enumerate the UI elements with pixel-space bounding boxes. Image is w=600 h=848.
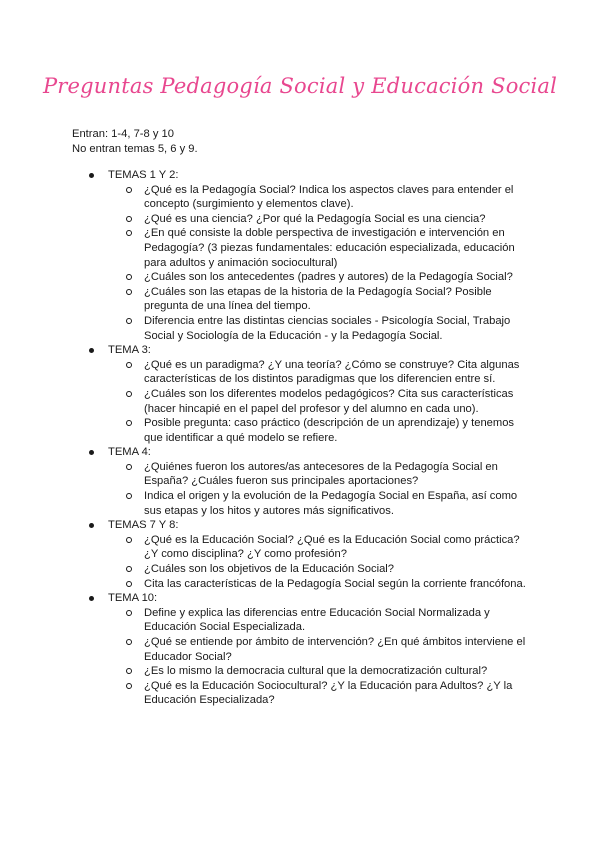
circle-bullet-icon <box>126 391 132 397</box>
circle-bullet-icon <box>126 187 132 193</box>
circle-bullet-icon <box>126 639 132 645</box>
question-item <box>144 314 532 343</box>
question-item <box>144 489 532 518</box>
question-text: Diferencia entre las distintas ciencias sociales - Psicología Social, Trabajo Social y Sociología de la Educación - y la Pedagogía Social. <box>144 314 511 342</box>
circle-bullet-icon <box>126 362 132 368</box>
question-item <box>144 212 532 227</box>
question-item <box>144 285 532 314</box>
question-text: Define y explica las diferencias entre Educación Social Normalizada y Educación Social Especializada. <box>144 606 490 634</box>
circle-bullet-icon <box>126 668 132 674</box>
question-item <box>144 183 532 212</box>
question-item <box>144 270 532 285</box>
question-text: Cita las características de la Pedagogía Social según la corriente francófona. <box>144 577 526 590</box>
question-item <box>144 416 532 445</box>
bullet-icon <box>89 523 94 528</box>
question-list <box>108 358 532 446</box>
circle-bullet-icon <box>126 683 132 689</box>
topic-label: TEMAS 7 Y 8: <box>108 519 179 532</box>
circle-bullet-icon <box>126 274 132 280</box>
question-text: ¿Cuáles son los antecedentes (padres y autores) de la Pedagogía Social? <box>144 271 513 284</box>
topic-label: TEMA 4: <box>108 446 151 459</box>
circle-bullet-icon <box>126 537 132 543</box>
circle-bullet-icon <box>126 464 132 470</box>
question-list <box>108 606 532 708</box>
question-text: ¿Qué es la Pedagogía Social? Indica los aspectos claves para entender el concepto (surgimiento y elementos clave). <box>144 183 514 211</box>
intro-block <box>72 127 198 157</box>
circle-bullet-icon <box>126 216 132 222</box>
intro-line-excluded: No entran temas 5, 6 y 9. <box>72 143 198 155</box>
question-item <box>144 664 532 679</box>
question-item <box>144 387 532 416</box>
circle-bullet-icon <box>126 289 132 295</box>
question-item <box>144 562 532 577</box>
question-item <box>144 606 532 635</box>
question-text: ¿Qué es la Educación Sociocultural? ¿Y la Educación para Adultos? ¿Y la Educación Especializada? <box>144 679 513 707</box>
question-text: ¿Cuáles son los diferentes modelos pedagógicos? Cita sus características (hacer hincapié en el papel del profesor y del alumno en cada uno). <box>144 387 514 415</box>
question-list <box>108 460 532 518</box>
question-text: ¿Quiénes fueron los autores/as antecesores de la Pedagogía Social en España? ¿Cuáles fueron sus principales aportaciones? <box>144 460 498 488</box>
circle-bullet-icon <box>126 610 132 616</box>
question-item <box>144 635 532 664</box>
question-item <box>144 460 532 489</box>
bullet-icon <box>89 450 94 455</box>
question-item <box>144 533 532 562</box>
question-item <box>144 577 532 592</box>
question-text: ¿Cuáles son las etapas de la historia de la Pedagogía Social? Posible pregunta de una línea del tiempo. <box>144 285 492 313</box>
circle-bullet-icon <box>126 318 132 324</box>
circle-bullet-icon <box>126 566 132 572</box>
question-text: ¿En qué consiste la doble perspectiva de investigación e intervención en Pedagogía? (3 piezas fundamentales: educación especializada, educación para adultos y animación sociocultural) <box>144 227 515 269</box>
question-item <box>144 679 532 708</box>
question-text: ¿Qué es la Educación Social? ¿Qué es la Educación Social como práctica? ¿Y como disciplina? ¿Y como profesión? <box>144 533 520 561</box>
question-text: Posible pregunta: caso práctico (descripción de un aprendizaje) y tenemos que identificar a qué modelo se refiere. <box>144 417 515 444</box>
topic-label: TEMA 10: <box>108 592 158 605</box>
question-list <box>108 183 532 344</box>
circle-bullet-icon <box>126 581 132 587</box>
question-text: ¿Es lo mismo la democracia cultural que la democratización cultural? <box>144 665 488 678</box>
question-text: ¿Qué se entiende por ámbito de intervención? ¿En qué ámbitos interviene el Educador Social? <box>144 636 526 663</box>
topic-item <box>72 445 532 518</box>
page-title: Preguntas Pedagogía Social y Educación Social <box>42 74 558 98</box>
topic-label: TEMAS 1 Y 2: <box>108 169 179 181</box>
bullet-icon <box>89 596 94 601</box>
topic-item <box>72 343 532 445</box>
circle-bullet-icon <box>126 230 132 236</box>
topic-item <box>72 518 532 591</box>
question-item <box>144 226 532 270</box>
circle-bullet-icon <box>126 493 132 499</box>
bullet-icon <box>89 173 94 178</box>
circle-bullet-icon <box>126 420 132 426</box>
topics-list <box>72 168 532 708</box>
topic-label: TEMA 3: <box>108 344 151 357</box>
question-text: ¿Cuáles son los objetivos de la Educación Social? <box>144 563 394 576</box>
question-text: ¿Qué es un paradigma? ¿Y una teoría? ¿Cómo se construye? Cita algunas características de los distintos paradigmas que los diferencien entre sí. <box>144 358 520 386</box>
topic-item <box>72 591 532 708</box>
bullet-icon <box>89 348 94 353</box>
intro-line-included: Entran: 1-4, 7-8 y 10 <box>72 128 174 140</box>
question-item <box>144 358 532 387</box>
question-text: Indica el origen y la evolución de la Pedagogía Social en España, así como sus etapas y los hitos y autores más significativos. <box>144 490 518 517</box>
topic-item <box>72 168 532 343</box>
question-list <box>108 533 532 591</box>
question-text: ¿Qué es una ciencia? ¿Por qué la Pedagogía Social es una ciencia? <box>144 212 486 225</box>
